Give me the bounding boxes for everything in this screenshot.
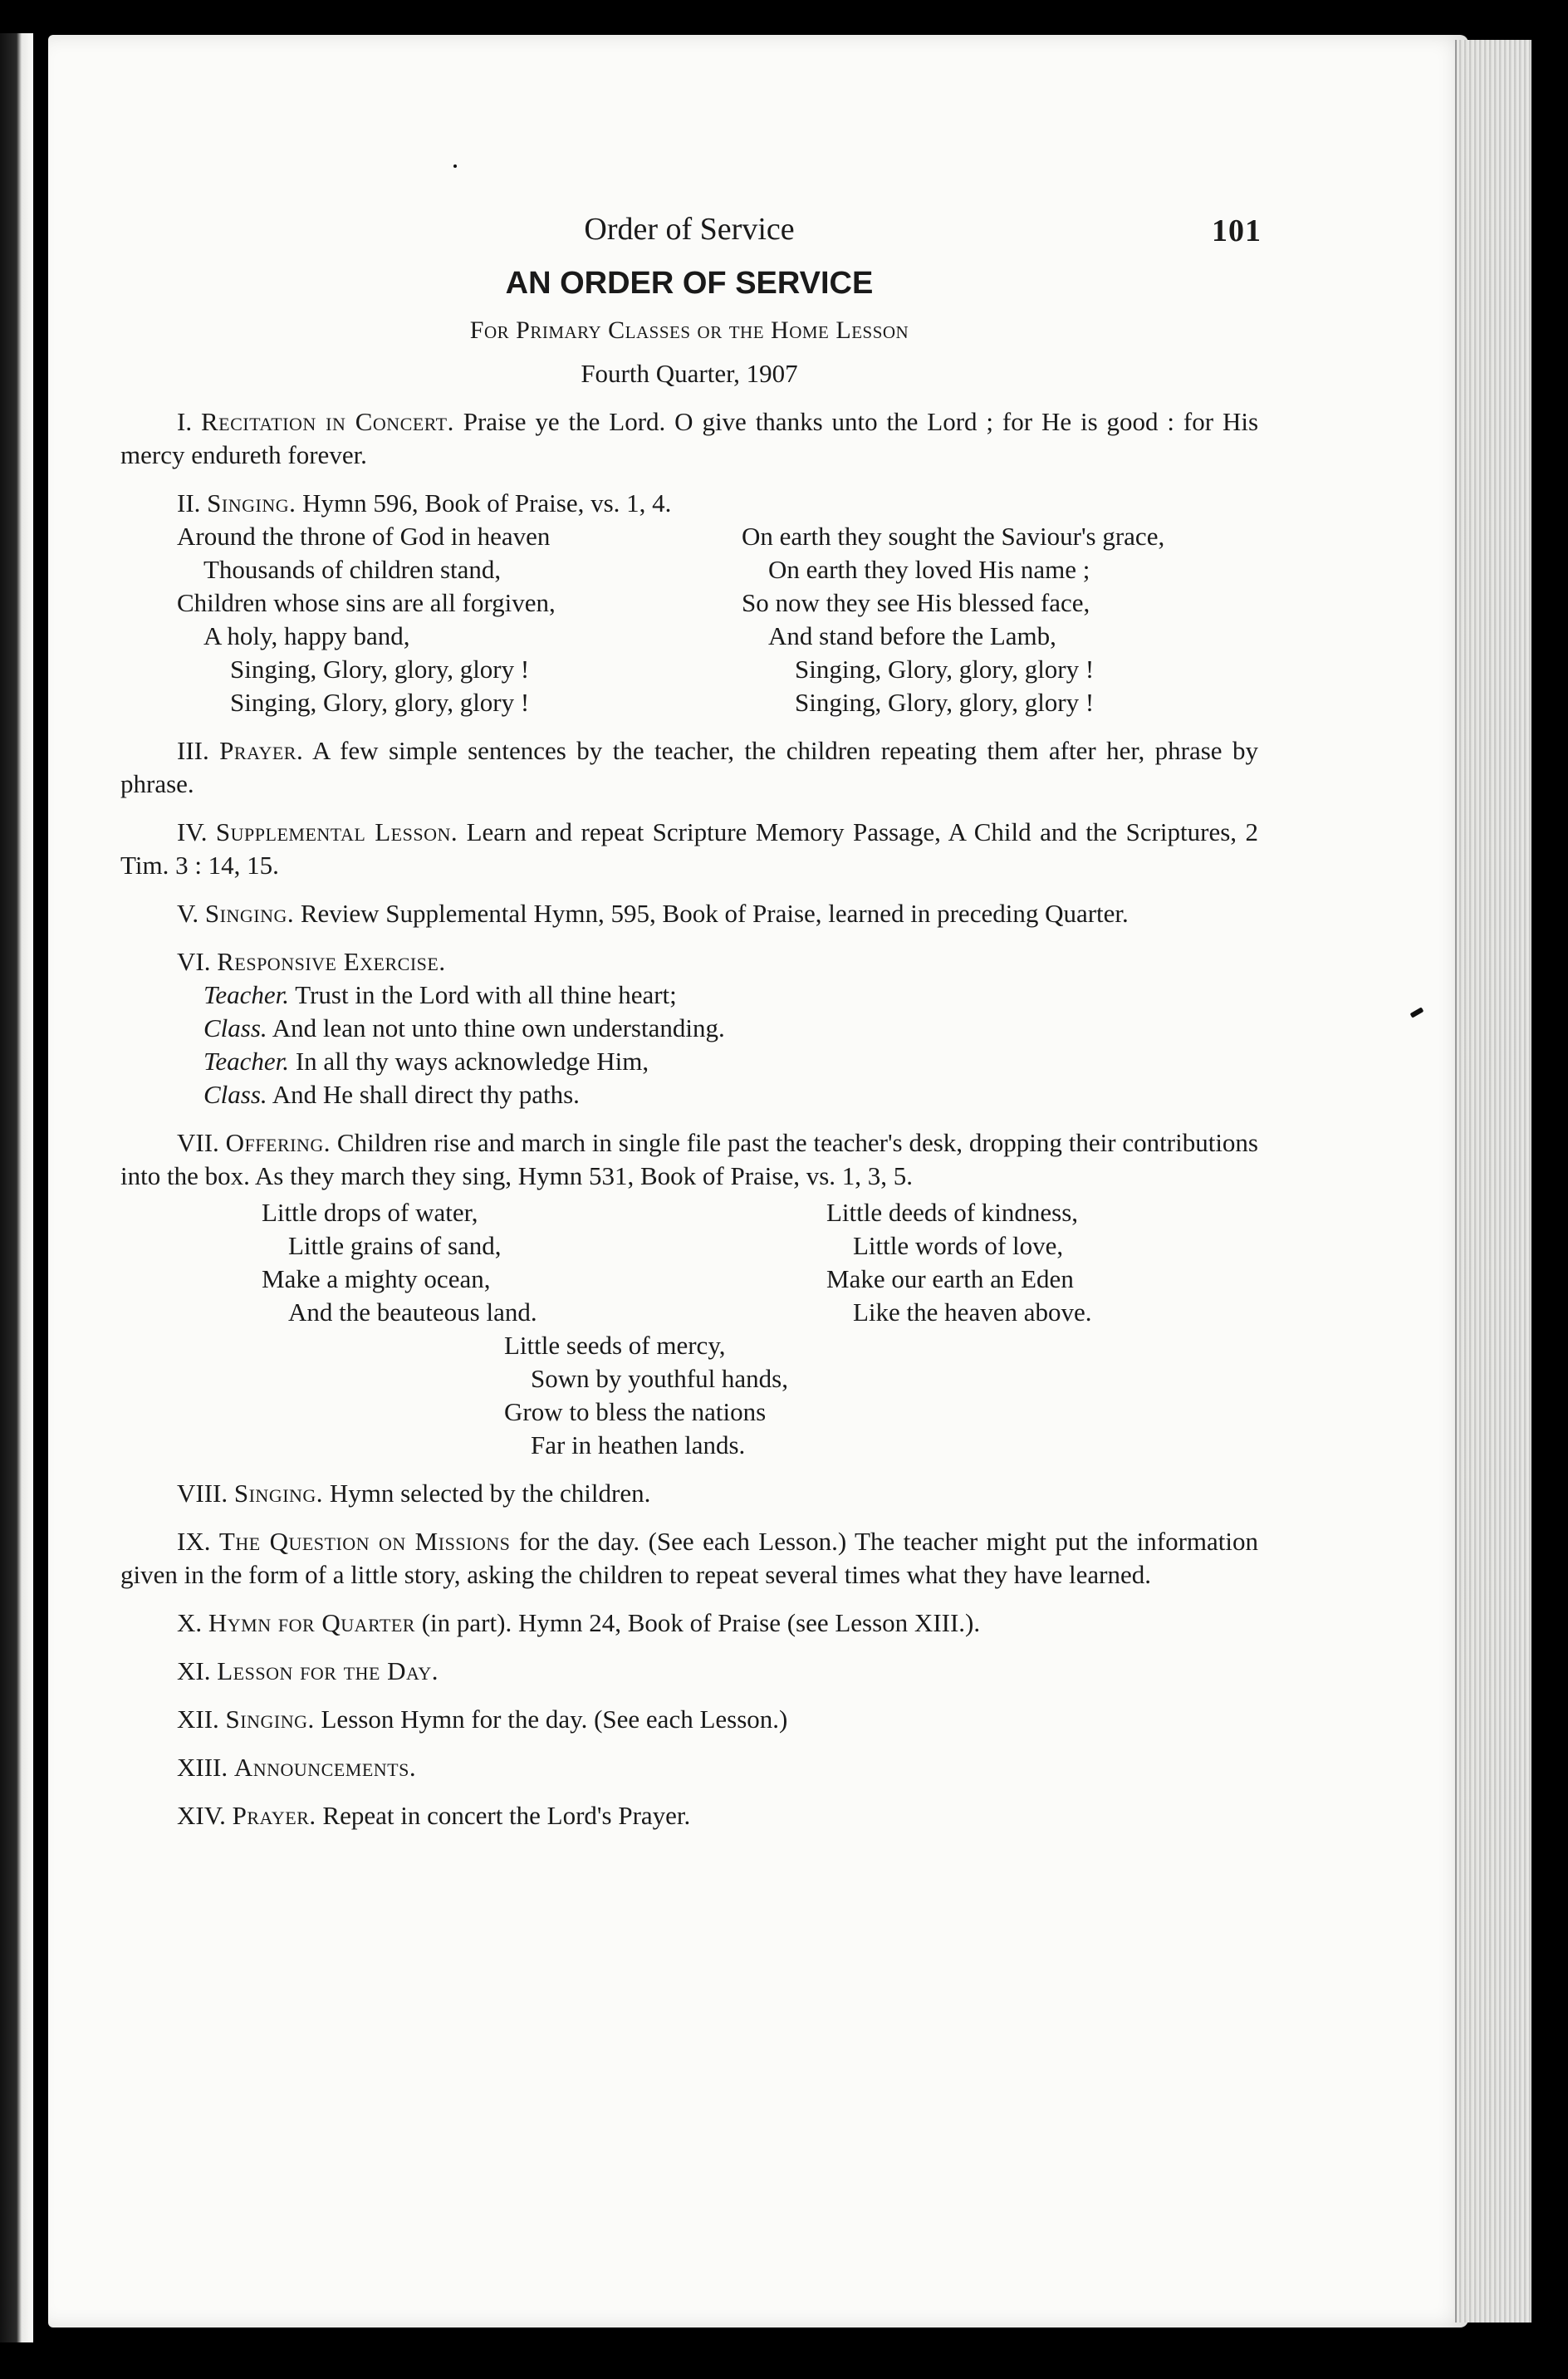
item-text: Review Supplemental Hymn, 595, Book of Praise, learned in preceding Quarter. bbox=[300, 899, 1129, 928]
verse-line: Make our earth an Eden bbox=[826, 1264, 1074, 1293]
item-text: (in part). Hymn 24, Book of Praise (see Lesson XIII.). bbox=[421, 1608, 981, 1637]
responsive-exercise bbox=[203, 979, 1258, 1111]
verse-line: Singing, Glory, glory, glory ! bbox=[795, 655, 1095, 684]
item-number: VII. bbox=[177, 1128, 219, 1157]
item-text: Children rise and march in single file past the teacher's desk, dropping their contributions into the box. As they march they sing, Hymn 531, Book of Praise, vs. 1, 3, 5. bbox=[120, 1128, 1258, 1190]
hymn-verse-right bbox=[826, 1196, 1242, 1329]
service-item-x bbox=[120, 1606, 1258, 1640]
item-number: X. bbox=[177, 1608, 203, 1637]
verse-line: Little grains of sand, bbox=[288, 1231, 502, 1260]
responsive-line bbox=[203, 1078, 1258, 1111]
verse-line: Singing, Glory, glory, glory ! bbox=[230, 655, 530, 684]
service-item-v bbox=[120, 897, 1258, 930]
item-label: Lesson for the Day. bbox=[217, 1656, 439, 1685]
verse-line: On earth they loved His name ; bbox=[768, 555, 1090, 584]
item-number: II. bbox=[177, 488, 201, 517]
service-item-xi bbox=[120, 1655, 1258, 1688]
verse-line: Little deeds of kindness, bbox=[826, 1198, 1079, 1227]
item-number: V. bbox=[177, 899, 199, 928]
book-gutter bbox=[0, 33, 33, 2342]
item-label: Singing. bbox=[207, 488, 296, 517]
document-title: AN ORDER OF SERVICE bbox=[505, 266, 874, 301]
verse-line: Make a mighty ocean, bbox=[262, 1264, 491, 1293]
speaker-label: Class. bbox=[203, 1080, 267, 1109]
item-text: Praise ye the Lord. O give thanks unto the Lord ; for He is good : for His mercy endureth forever. bbox=[120, 407, 1259, 469]
service-item-ii bbox=[120, 487, 1258, 520]
service-item-vii bbox=[120, 1126, 1258, 1193]
page-header bbox=[120, 212, 1262, 256]
item-label: Responsive Exercise. bbox=[217, 947, 446, 976]
responsive-text: In all thy ways acknowledge Him, bbox=[295, 1047, 649, 1076]
hymn-verse-left bbox=[262, 1196, 826, 1329]
verse-line: A holy, happy band, bbox=[203, 621, 410, 650]
service-item-iv bbox=[120, 816, 1258, 882]
item-label: Announcements. bbox=[233, 1753, 417, 1782]
service-item-i bbox=[120, 405, 1258, 472]
page-number: 101 bbox=[1212, 213, 1262, 248]
verse-line: And the beauteous land. bbox=[288, 1297, 537, 1327]
verse-line: Around the throne of God in heaven bbox=[177, 522, 551, 551]
verse-line: Singing, Glory, glory, glory ! bbox=[795, 688, 1095, 717]
responsive-line bbox=[203, 1045, 1258, 1078]
item-text: Hymn 596, Book of Praise, vs. 1, 4. bbox=[302, 488, 672, 517]
running-title: Order of Service bbox=[584, 212, 795, 247]
item-label: Singing. bbox=[225, 1705, 315, 1734]
verse-line: And stand before the Lamb, bbox=[768, 621, 1056, 650]
item-text: Learn and repeat Scripture Memory Passage, A Child and the Scriptures, 2 Tim. 3 : 14, 15. bbox=[120, 817, 1258, 880]
verse-line: So now they see His blessed face, bbox=[742, 588, 1090, 617]
hymn-verse-left bbox=[177, 520, 742, 719]
item-number: III. bbox=[177, 736, 209, 765]
hymn-verse-right bbox=[742, 520, 1240, 719]
item-label: Prayer. bbox=[232, 1801, 316, 1830]
speaker-label: Teacher. bbox=[203, 1047, 290, 1076]
verse-line: Like the heaven above. bbox=[853, 1297, 1092, 1327]
quarter-date: Fourth Quarter, 1907 bbox=[581, 359, 798, 388]
service-item-viii bbox=[120, 1477, 1258, 1510]
speaker-label: Class. bbox=[203, 1013, 267, 1042]
speaker-label: Teacher. bbox=[203, 980, 290, 1009]
verse-line: Little words of love, bbox=[853, 1231, 1064, 1260]
verse-line: On earth they sought the Saviour's grace, bbox=[742, 522, 1165, 551]
verse-line: Far in heathen lands. bbox=[531, 1430, 746, 1459]
item-number: IV. bbox=[177, 817, 208, 846]
service-item-ix bbox=[120, 1525, 1258, 1592]
page-edges bbox=[1455, 40, 1531, 2323]
verse-line: Children whose sins are all forgiven, bbox=[177, 588, 556, 617]
hymn-verse-center bbox=[504, 1329, 1258, 1462]
item-label: The Question on Missions bbox=[218, 1527, 511, 1556]
item-label: Prayer. bbox=[219, 736, 304, 765]
page-content bbox=[120, 212, 1262, 1832]
item-label: Singing. bbox=[204, 899, 295, 928]
item-label: Offering. bbox=[225, 1128, 331, 1157]
responsive-line bbox=[203, 1012, 1258, 1045]
item-text: Lesson Hymn for the day. (See each Lesson.) bbox=[321, 1705, 788, 1734]
hymn-531-verses bbox=[262, 1196, 1258, 1329]
responsive-text: Trust in the Lord with all thine heart; bbox=[295, 980, 677, 1009]
item-label: Singing. bbox=[233, 1479, 324, 1508]
item-label: Hymn for Quarter bbox=[208, 1608, 415, 1637]
item-number: IX. bbox=[177, 1527, 211, 1556]
verse-line: Little drops of water, bbox=[262, 1198, 478, 1227]
service-item-vi bbox=[120, 945, 1258, 979]
ink-speck bbox=[453, 164, 457, 168]
item-number: VIII. bbox=[177, 1479, 228, 1508]
document-subtitle: For Primary Classes or the Home Lesson bbox=[469, 316, 909, 344]
item-number: XI. bbox=[177, 1656, 211, 1685]
item-number: XIII. bbox=[177, 1753, 228, 1782]
verse-line: Little seeds of mercy, bbox=[504, 1331, 726, 1360]
verse-line: Sown by youthful hands, bbox=[531, 1364, 788, 1393]
responsive-text: And lean not unto thine own understanding. bbox=[272, 1013, 725, 1042]
responsive-text: And He shall direct thy paths. bbox=[272, 1080, 580, 1109]
item-text: A few simple sentences by the teacher, the children repeating them after her, phrase by phrase. bbox=[120, 736, 1259, 798]
service-item-xii bbox=[120, 1703, 1258, 1736]
service-item-xiii bbox=[120, 1751, 1258, 1784]
item-number: I. bbox=[177, 407, 193, 436]
service-item-iii bbox=[120, 734, 1258, 801]
responsive-line bbox=[203, 979, 1258, 1012]
service-item-xiv bbox=[120, 1799, 1258, 1832]
item-text: Repeat in concert the Lord's Prayer. bbox=[322, 1801, 691, 1830]
item-number: VI. bbox=[177, 947, 211, 976]
verse-line: Thousands of children stand, bbox=[203, 555, 502, 584]
verse-line: Grow to bless the nations bbox=[504, 1397, 767, 1426]
item-number: XII. bbox=[177, 1705, 219, 1734]
item-label: Supplemental Lesson. bbox=[215, 817, 458, 846]
item-label: Recitation in Concert. bbox=[200, 407, 454, 436]
item-number: XIV. bbox=[177, 1801, 226, 1830]
hymn-596-verses bbox=[177, 520, 1258, 719]
item-text: for the day. (See each Lesson.) The teacher might put the information given in the form of a little story, asking the children to repeat several times what they have learned. bbox=[120, 1527, 1259, 1589]
item-text: Hymn selected by the children. bbox=[329, 1479, 651, 1508]
verse-line: Singing, Glory, glory, glory ! bbox=[230, 688, 530, 717]
